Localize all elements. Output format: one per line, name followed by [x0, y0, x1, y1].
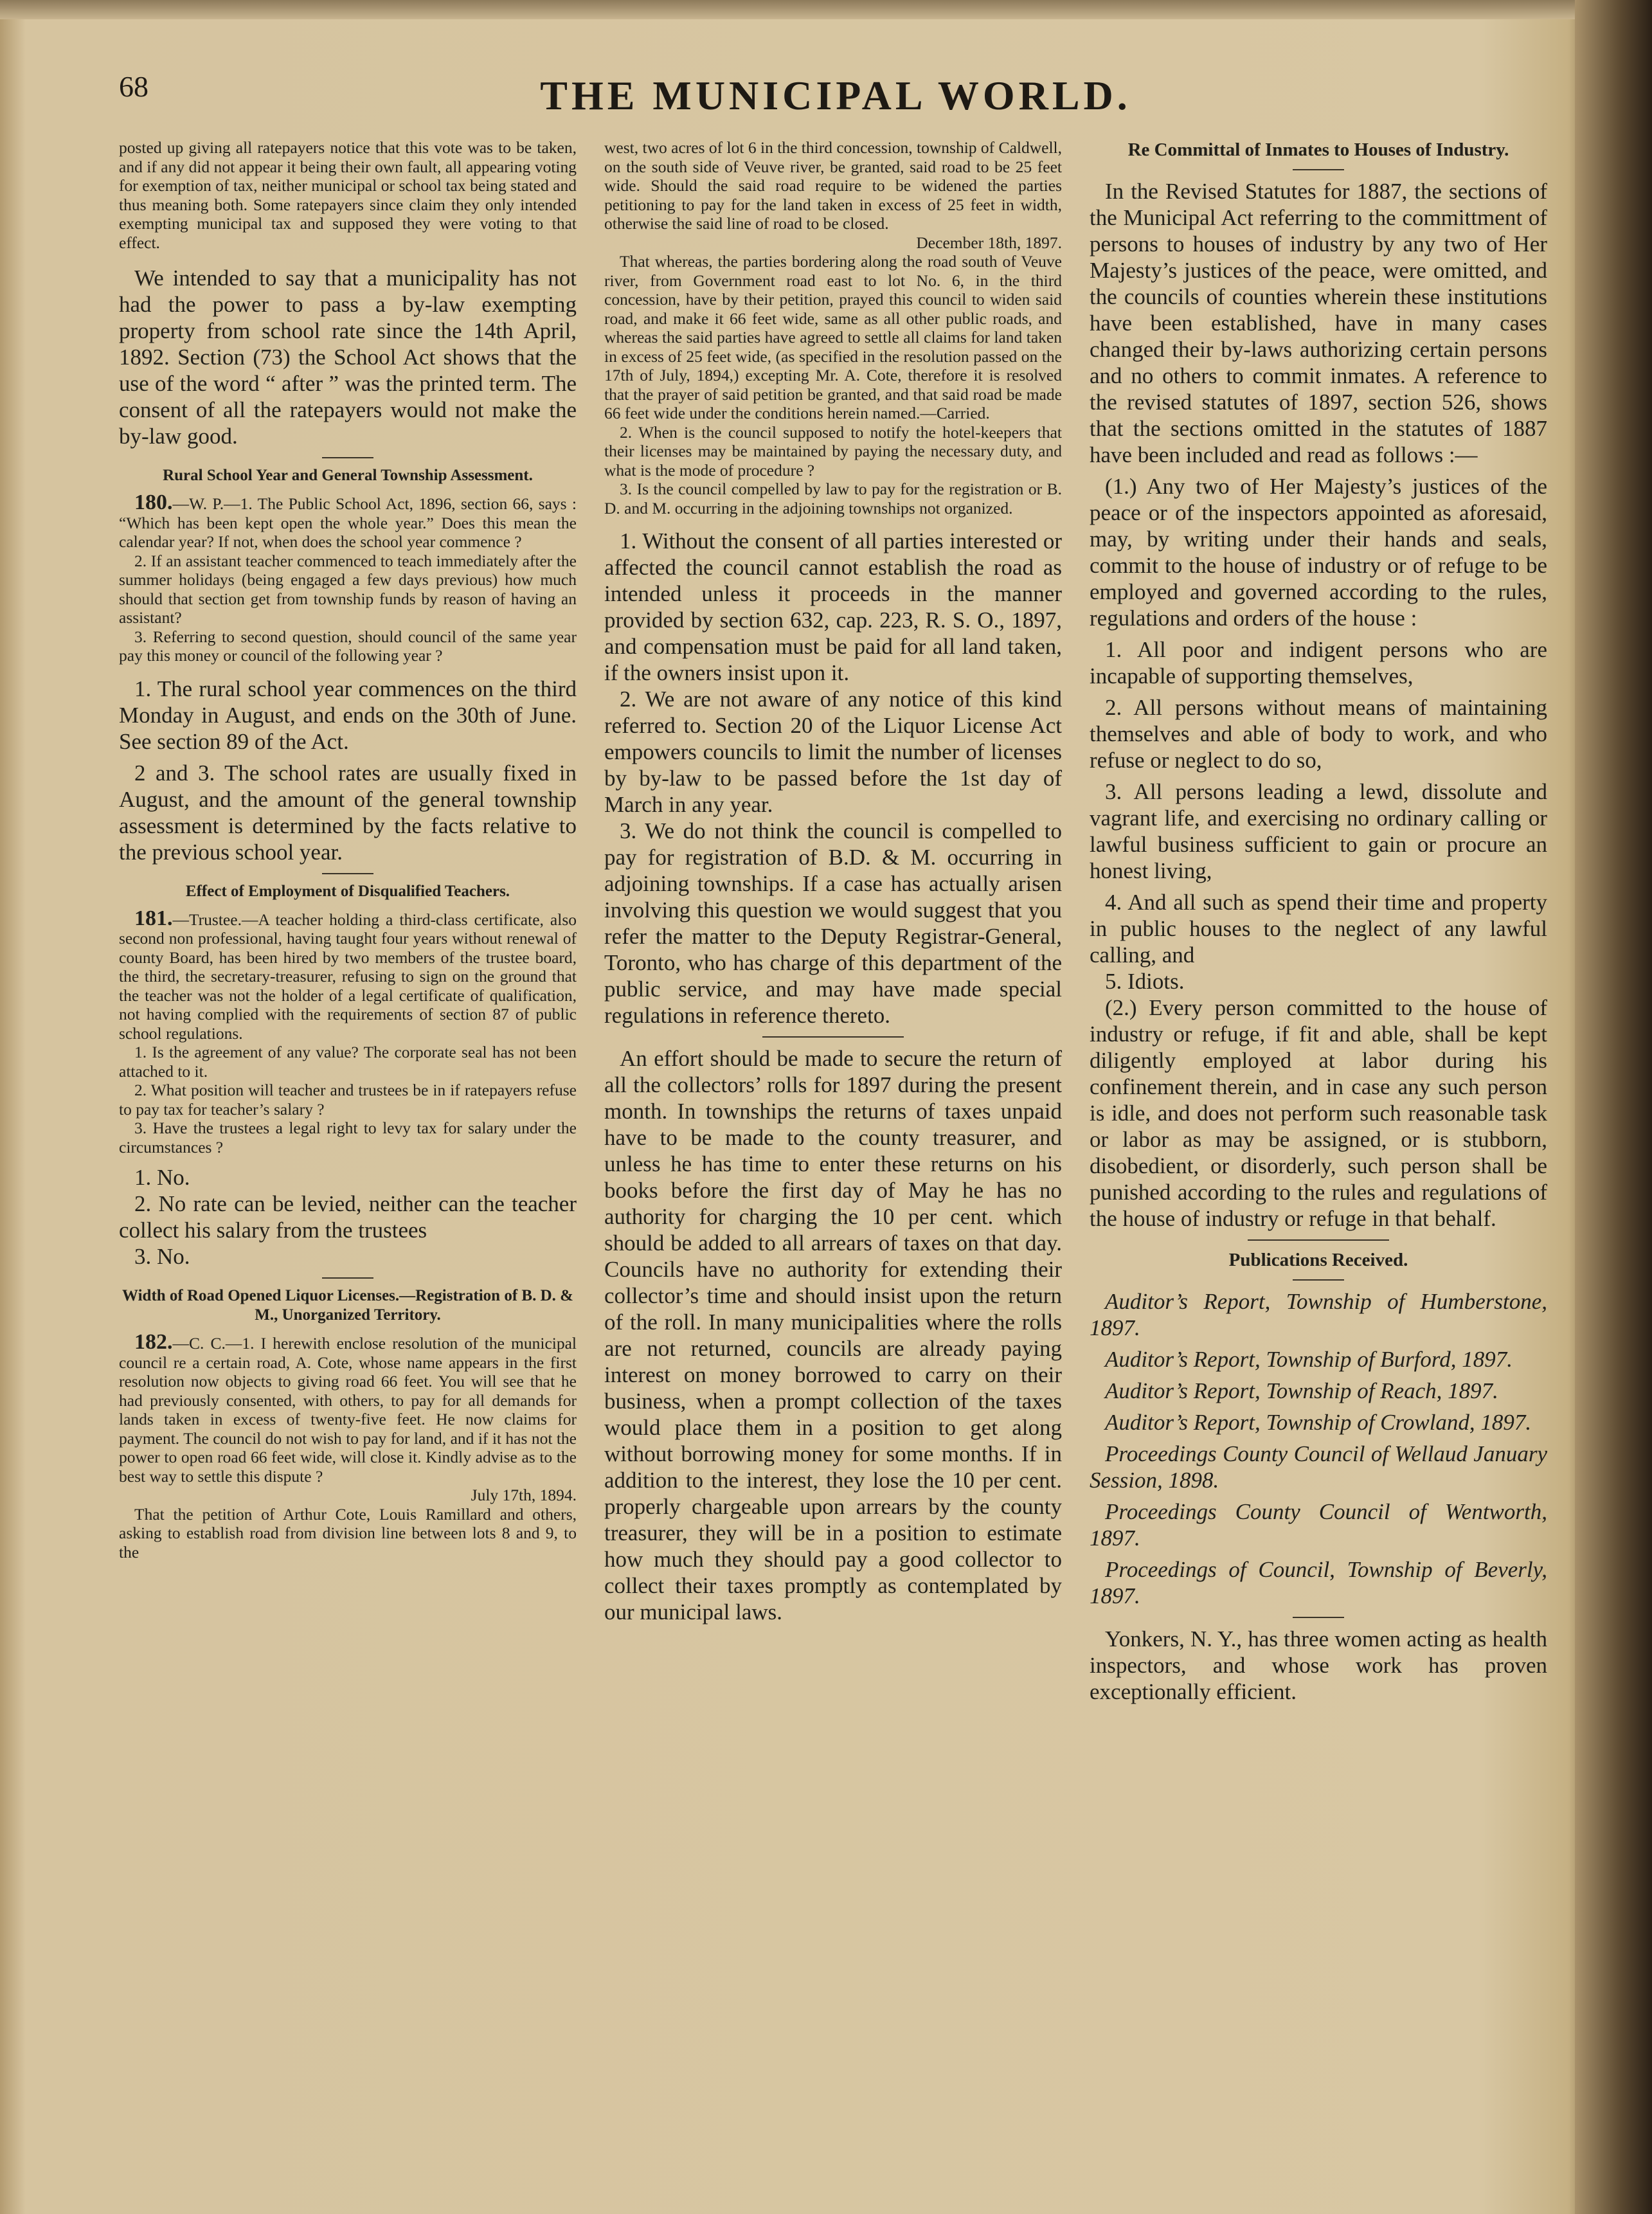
question-181: [119, 906, 577, 1043]
divider: [1248, 1239, 1389, 1241]
list-item: 3. All persons leading a lewd, dissolute and vagrant life, and exercising no ordinary calling or lawful business sufficient to gain or procure an honest living,: [1090, 779, 1547, 883]
divider: [1293, 1617, 1344, 1618]
question-180: [119, 493, 577, 552]
question-text: 3. Referring to second question, should council of the same year pay this money or council of the following year ?: [119, 627, 577, 665]
section-heading: Width of Road Opened Liquor Licenses.—Registration of B. D. & M., Unorganized Territory.: [122, 1287, 573, 1324]
paragraph: An effort should be made to secure the return of all the collectors’ rolls for 1897 during the present month. In townships the returns of taxes unpaid have to be made to the county treasurer, and unless he has time to enter these returns on his books before the first day of May he has no authority for charging the 10 per cent. which should be added to all arrears of taxes on that day. Councils have no authority for extending their collector’s time and should insist upon the return of the roll. In many municipalities where the rolls are not returned, councils are already paying interest on money borrowed to carry on their business, when a prompt collection of the taxes would place them in a position to get along without borrowing money for some months. If in addition to the interest, they lose the 10 per cent. properly chargeable upon arrears by the county treasurer, they will be in a position to estimate how much they should pay a good collector to collect their taxes promptly as contemplated by our municipal laws.: [604, 1046, 1062, 1625]
list-item: 5. Idiots.: [1105, 969, 1185, 994]
paragraph: (2.) Every person committed to the house of industry or refuge, if fit and able, shall be kept diligently employed at labor during his confinement therein, and in case any such person is idle, and does not perform such reasonable task or labor as may be assigned, or is stubborn, disobedient, or disorderly, such person shall be punished according to the rules and regulations of the house of industry or refuge in that behalf.: [1090, 995, 1547, 1231]
answer-text: 1. The rural school year commences on the third Monday in August, and ends on the 30th of June. See section 89 of the Act.: [119, 676, 577, 754]
question-number: 180.: [134, 491, 173, 514]
question-text: —Trustee.—A teacher holding a third-class certificate, also second non professional, having taught four years without renewal of county Board, has been hired by two members of the trustee board, the third, the secretary-treasurer, refusing to sign on the ground that the teacher was not the holder of a legal certificate of qualification, not having complied with the requirements of section 87 of public school regulations.: [119, 910, 577, 1043]
question-text: —W. P.—1. The Public School Act, 1896, section 66, says : “Which has been kept open the whole year.” Does this mean the calendar year? If not, when does the school year commence ?: [119, 494, 577, 551]
question-182: [119, 1330, 577, 1486]
section-heading: Effect of Employment of Disqualified Teachers.: [185, 882, 510, 900]
paragraph: In the Revised Statutes for 1887, the sections of the Municipal Act referring to the committment of persons to houses of industry by any two of Her Majesty’s justices of the peace, were omitted, and the councils of counties wherein these institutions have been established, have in many cases changed their by-laws authorizing certain persons and no others to commit inmates. A reference to the revised statutes of 1897, section 526, shows that the sections omitted in the statutes of 1887 have been included and read as follows :—: [1090, 179, 1547, 467]
answer-text: 1. Without the consent of all parties interested or affected the council cannot establish the road as intended unless it proceeds in the manner provided by section 632, cap. 223, R. S. O., 1897, and compensation must be paid for all land taken, if the owners insist upon it.: [604, 528, 1062, 685]
publication-item: Auditor’s Report, Township of Crowland, 1897.: [1105, 1410, 1532, 1435]
publication-item: Auditor’s Report, Township of Reach, 1897.: [1105, 1378, 1498, 1403]
page-number: 68: [119, 70, 148, 103]
question-text: 2. If an assistant teacher commenced to teach immediately after the summer holidays (being engaged a few days previous) how much should that section get from township funds by reason of having an assistant?: [119, 551, 577, 627]
publication-item: Proceedings of Council, Township of Beverly, 1897.: [1090, 1557, 1547, 1608]
answer-text: 2 and 3. The school rates are usually fixed in August, and the amount of the general township assessment is determined by the facts relative to the previous school year.: [119, 760, 577, 865]
answer-text: 2. We are not aware of any notice of this kind referred to. Section 20 of the Liquor License Act empowers councils to limit the number of licenses by by-law to be passed before the 1st day of March in any year.: [604, 687, 1062, 817]
book-binding: [1575, 0, 1652, 2214]
publication-item: Auditor’s Report, Township of Burford, 1897.: [1105, 1347, 1513, 1372]
section-heading: Rural School Year and General Township Assessment.: [163, 467, 533, 484]
question-number: 182.: [134, 1330, 173, 1354]
divider: [322, 873, 373, 874]
paragraph: (1.) Any two of Her Majesty’s justices of the peace or of the inspectors appointed as aforesaid, may, by writing under their hands and seals, commit to the house of industry or of refuge to be employed and governed according to the rules, regulations and orders of the house :: [1090, 474, 1547, 631]
publication-item: Auditor’s Report, Township of Humberstone, 1897.: [1090, 1289, 1547, 1340]
dateline: July 17th, 1894.: [471, 1486, 577, 1504]
divider: [1293, 169, 1344, 170]
paragraph: west, two acres of lot 6 in the third concession, township of Caldwell, on the south side of Veuve river, be granted, said road to be 25 feet wide. Should the said road require to be widened the parties petitioning to pay for the land taken in excess of 25 feet in width, otherwise the said line of road to be closed.: [604, 138, 1062, 233]
paragraph: posted up giving all ratepayers notice that this vote was to be taken, and if any did not appear it being their own fault, all appearing voting for exemption of tax, neither municipal or school tax being stated and thus meaning both. Some ratepayers since claim they only intended exempting municipal tax and supposed they were voting to that effect.: [119, 138, 577, 252]
paragraph: We intended to say that a municipality has not had the power to pass a by-law exempting property from school rate since the 14th April, 1892. Section (73) the School Act shows that the use of the word “ after ” was the printed term. The consent of all the ratepayers would not make the by-law good.: [119, 266, 577, 449]
divider: [322, 1277, 373, 1279]
question-text: —C. C.—1. I herewith enclose resolution of the municipal council re a certain road, A. Cote, whose name appears in the first resolution now objects to giving road 66 feet. You will see that he had previously consented, with others, to pay for all demands for lands taken in excess of twenty-five feet. He now claims for payment. The council do not wish to pay for land, and if it has not the power to open road 66 feet wide, will close it. Kindly advise as to the best way to settle this dispute ?: [119, 1334, 577, 1486]
column-right: [1090, 138, 1547, 1705]
section-heading: Re Committal of Inmates to Houses of Industry.: [1127, 140, 1509, 160]
divider: [1293, 1279, 1344, 1281]
section-heading: Publications Received.: [1228, 1250, 1408, 1270]
question-text: 3. Is the council compelled by law to pay for the registration or B. D. and M. occurring in the adjoining townships not organized.: [604, 480, 1062, 518]
question-text: 2. What position will teacher and trustees be in if ratepayers refuse to pay tax for teacher’s salary ?: [119, 1081, 577, 1119]
publication-item: Proceedings County Council of Wentworth, 1897.: [1090, 1499, 1547, 1551]
answer-text: 2. No rate can be levied, neither can the teacher collect his salary from the trustees: [119, 1191, 577, 1243]
list-item: 4. And all such as spend their time and property in public houses to the neglect of any lawful calling, and: [1090, 890, 1547, 968]
answer-text: 3. We do not think the council is compelled to pay for registration of B.D. & M. occurring in adjoining townships. If a case has actually arisen involving this question we would suggest that you refer the matter to the Deputy Registrar-General, Toronto, who has charge of this department of the public service, and may have made special regulations in reference thereto.: [604, 818, 1062, 1028]
page-top-edge: [0, 0, 1652, 19]
question-text: 3. Have the trustees a legal right to levy tax for salary under the circumstances ?: [119, 1119, 577, 1156]
list-item: 2. All persons without means of maintaining themselves and able of body to work, and who refuse or neglect to do so,: [1090, 695, 1547, 773]
paragraph: Yonkers, N. Y., has three women acting as health inspectors, and whose work has proven exceptionally efficient.: [1090, 1626, 1547, 1704]
divider: [762, 1036, 904, 1038]
answer-text: 3. No.: [134, 1244, 190, 1269]
divider: [322, 457, 373, 458]
paragraph: That whereas, the parties bordering along the road south of Veuve river, from Government road east to lot No. 6, in the third concession, have by their petition, prayed this council to widen said road, and make it 66 feet wide, same as all other public roads, and whereas the said parties have agreed to settle all claims for land taken in excess of 25 feet wide, (as specified in the resolution passed on the 17th of July, 1894,) excepting Mr. A. Cote, therefore it is resolved that the prayer of said petition be granted, and that said road be made 66 feet wide under the conditions herein named.—Carried.: [604, 252, 1062, 422]
masthead-title: THE MUNICIPAL WORLD.: [540, 73, 1131, 118]
publication-item: Proceedings County Council of Wellaud January Session, 1898.: [1090, 1441, 1547, 1493]
question-text: 2. When is the council supposed to notify the hotel-keepers that their licenses may be maintained by paying the necessary duty, and what is the mode of procedure ?: [604, 422, 1062, 480]
dateline: December 18th, 1897.: [916, 233, 1062, 252]
question-text: 1. Is the agreement of any value? The corporate seal has not been attached to it.: [119, 1043, 577, 1081]
column-middle: [604, 138, 1062, 1625]
question-number: 181.: [134, 906, 173, 930]
column-left: [119, 138, 577, 1562]
paragraph: That the petition of Arthur Cote, Louis Ramillard and others, asking to establish road from division line between lots 8 and 9, to the: [119, 1504, 577, 1562]
list-item: 1. All poor and indigent persons who are incapable of supporting themselves,: [1090, 637, 1547, 688]
answer-text: 1. No.: [134, 1165, 190, 1190]
